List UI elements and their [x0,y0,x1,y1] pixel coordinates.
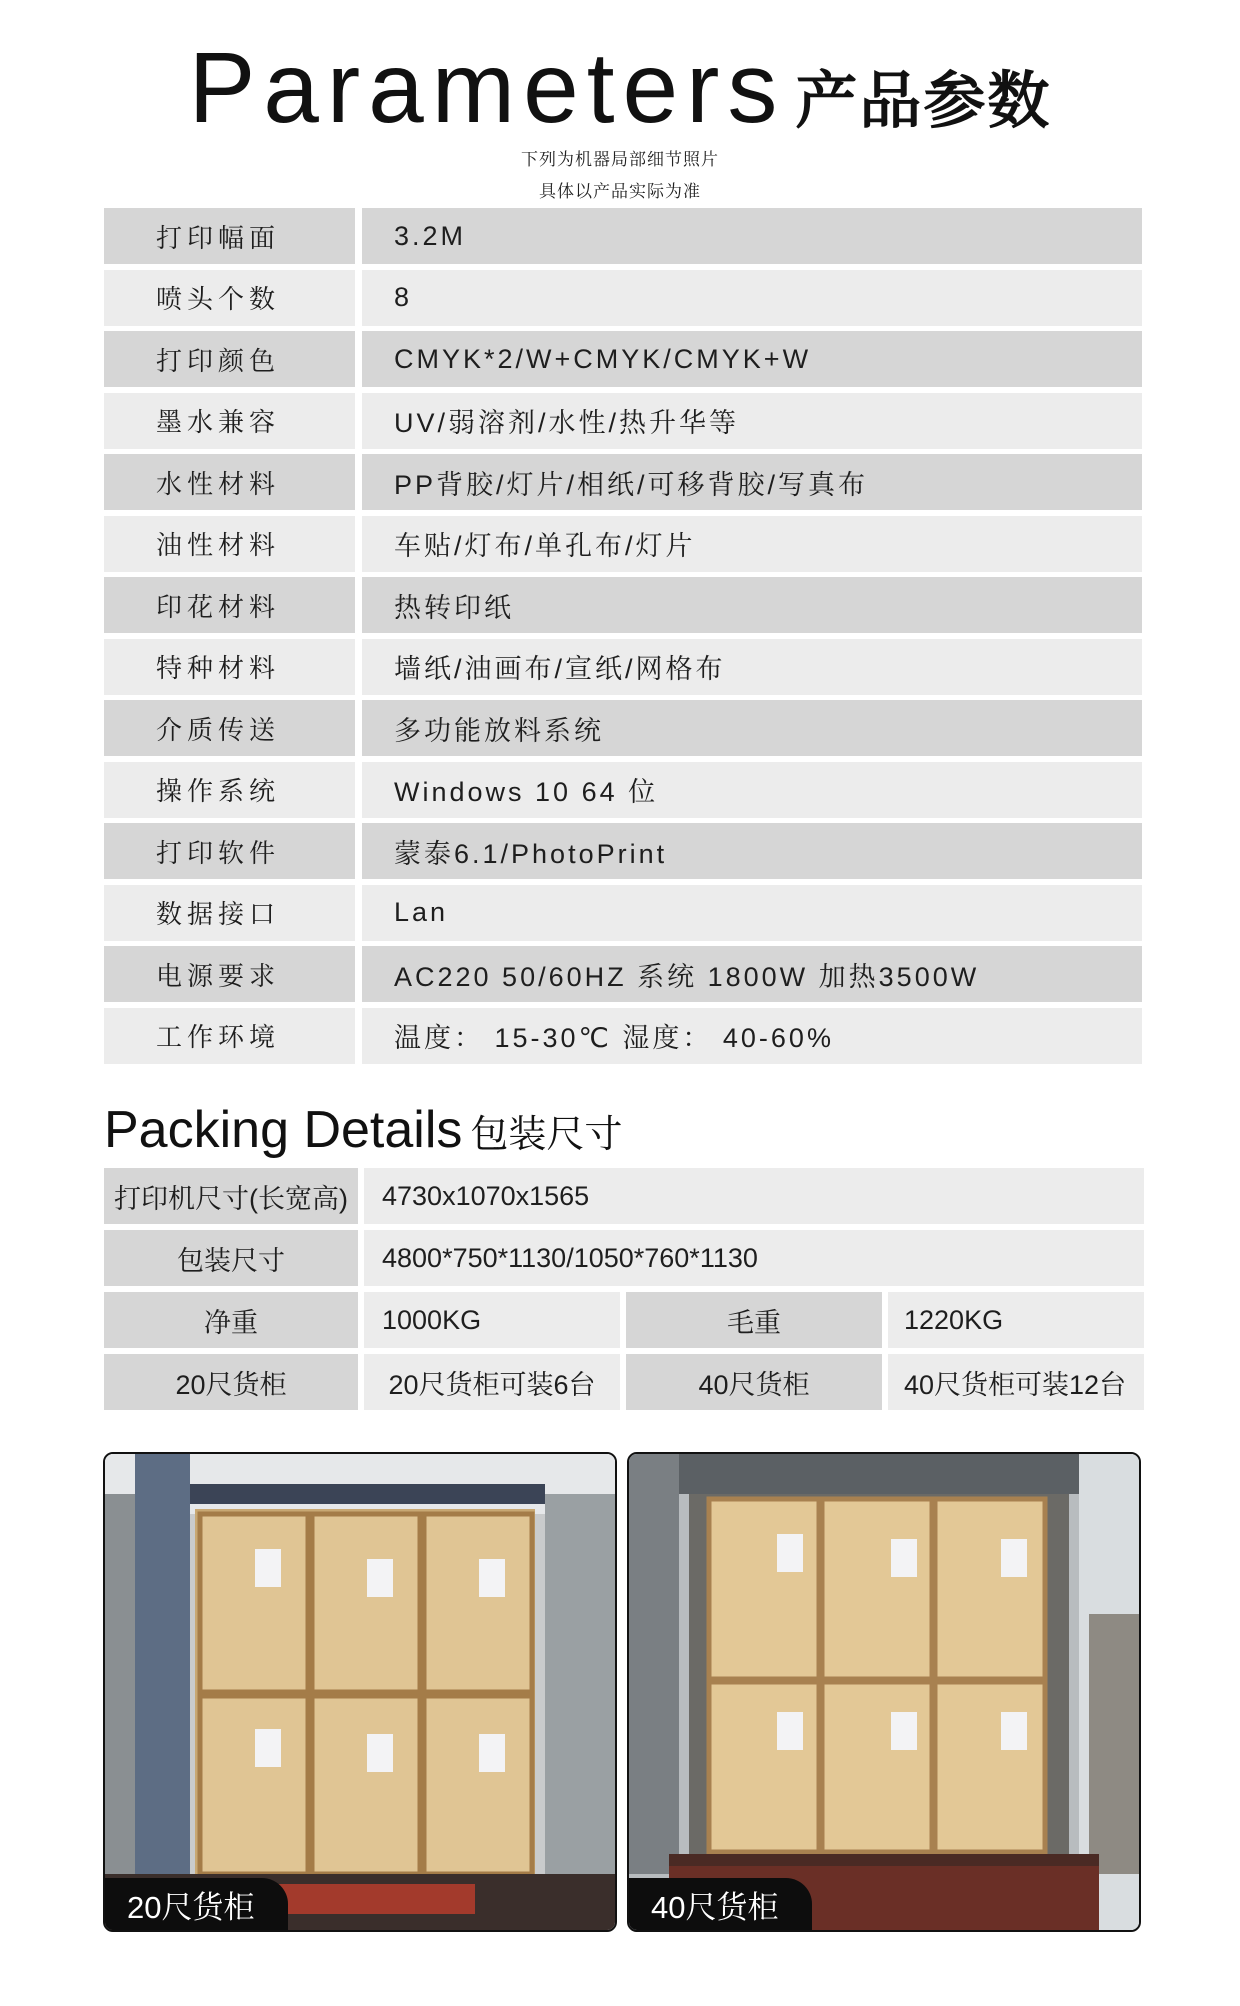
param-value: 墙纸/油画布/宣纸/网格布 [362,639,1142,695]
param-value: 温度： 15-30℃ 湿度： 40-60% [362,1008,1142,1064]
param-value: PP背胶/灯片/相纸/可移背胶/写真布 [362,454,1142,510]
param-row [104,516,1142,572]
packing-row [104,1292,1144,1348]
param-label: 喷头个数 [104,270,355,326]
param-row [104,885,1142,941]
param-value: 蒙泰6.1/PhotoPrint [362,823,1142,879]
packing-row [104,1230,1144,1286]
container-40-illustration [629,1454,1139,1930]
param-label: 印花材料 [104,577,355,633]
param-label: 数据接口 [104,885,355,941]
param-label: 电源要求 [104,946,355,1002]
param-value: 多功能放料系统 [362,700,1142,756]
param-label: 打印软件 [104,823,355,879]
package-size-label: 包装尺寸 [104,1230,358,1286]
page-header [0,32,1240,204]
param-row [104,1008,1142,1064]
gross-weight-label: 毛重 [626,1292,882,1348]
container-40-label-badge: 40尺货柜 [629,1878,812,1930]
container-20-label-badge: 20尺货柜 [105,1878,288,1930]
param-value: CMYK*2/W+CMYK/CMYK+W [362,331,1142,387]
subtitle-line-2: 具体以产品实际为准 [539,182,701,202]
page-title [188,32,1052,144]
packing-table [104,1168,1144,1416]
param-row [104,823,1142,879]
gross-weight-value: 1220KG [888,1292,1144,1348]
container-20-illustration [105,1454,615,1930]
param-value: 3.2M [362,208,1142,264]
packing-title-chinese: 包装尺寸 [470,1112,623,1156]
container-40-value: 40尺货柜可装12台 [888,1354,1144,1410]
param-row [104,946,1142,1002]
packing-title-english: Packing Details [104,1101,463,1159]
packing-title [104,1100,622,1160]
subtitle-line-1: 下列为机器局部细节照片 [521,150,719,170]
param-row [104,393,1142,449]
param-value: Lan [362,885,1142,941]
param-value: 热转印纸 [362,577,1142,633]
param-label: 打印幅面 [104,208,355,264]
param-value: 8 [362,270,1142,326]
param-value: 车贴/灯布/单孔布/灯片 [362,516,1142,572]
packing-row [104,1354,1144,1410]
param-row [104,700,1142,756]
param-label: 工作环境 [104,1008,355,1064]
net-weight-value: 1000KG [364,1292,620,1348]
container-20-label: 20尺货柜 [104,1354,358,1410]
param-value: UV/弱溶剂/水性/热升华等 [362,393,1142,449]
title-chinese: 产品参数 [795,64,1052,137]
container-40-photo [627,1452,1141,1932]
param-row [104,762,1142,818]
param-label: 特种材料 [104,639,355,695]
param-row [104,208,1142,264]
title-english: Parameters [188,32,786,144]
container-20-photo [103,1452,617,1932]
param-label: 介质传送 [104,700,355,756]
param-row [104,577,1142,633]
param-label: 油性材料 [104,516,355,572]
packing-row [104,1168,1144,1224]
param-label: 操作系统 [104,762,355,818]
param-label: 墨水兼容 [104,393,355,449]
param-value: Windows 10 64 位 [362,762,1142,818]
param-row [104,639,1142,695]
param-label: 水性材料 [104,454,355,510]
param-row [104,270,1142,326]
machine-size-value: 4730x1070x1565 [364,1168,1144,1224]
param-row [104,331,1142,387]
container-20-value: 20尺货柜可装6台 [364,1354,620,1410]
package-size-value: 4800*750*1130/1050*760*1130 [364,1230,1144,1286]
container-40-label: 40尺货柜 [626,1354,882,1410]
param-row [104,454,1142,510]
param-value: AC220 50/60HZ 系统 1800W 加热3500W [362,946,1142,1002]
machine-size-label: 打印机尺寸(长宽高) [104,1168,358,1224]
net-weight-label: 净重 [104,1292,358,1348]
param-label: 打印颜色 [104,331,355,387]
parameters-table [104,208,1142,1069]
